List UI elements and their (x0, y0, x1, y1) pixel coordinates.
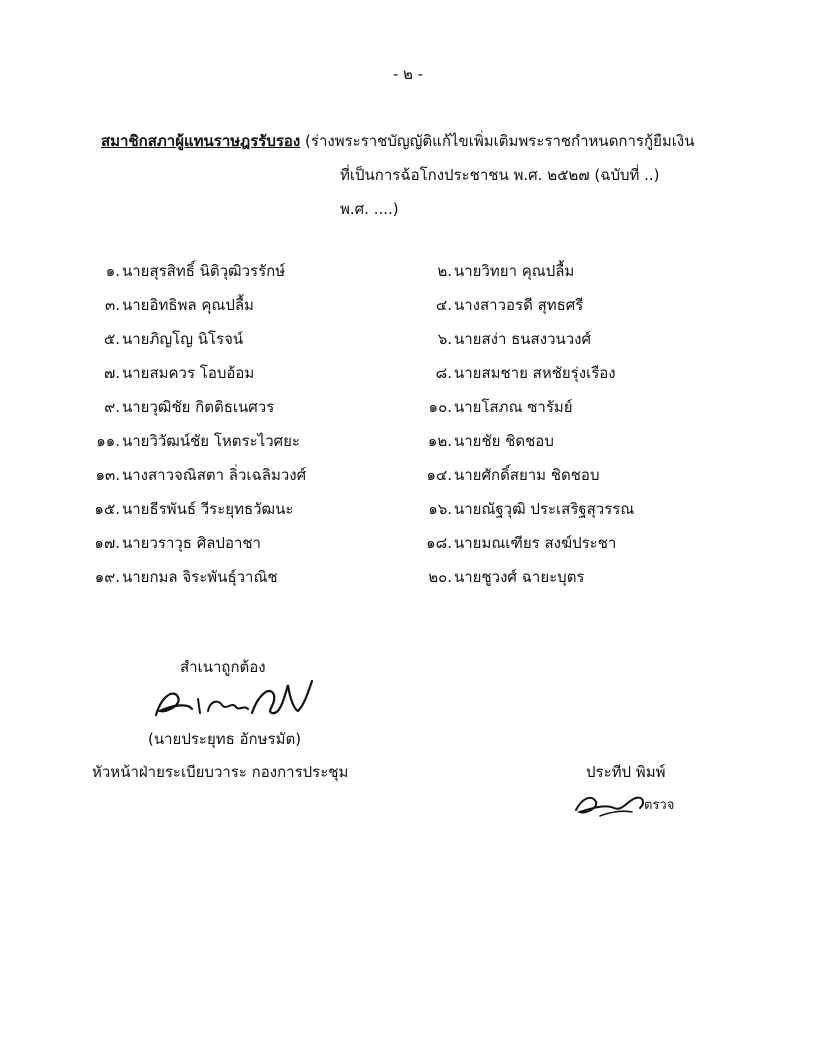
member-row (0, 258, 816, 292)
member-number: ๗. (103, 364, 120, 382)
document-heading (101, 124, 781, 226)
member-name: นางสาวอรดี สุทธศรี (454, 296, 584, 314)
member-number: ๑๓. (95, 466, 120, 484)
member-row (0, 496, 816, 530)
member-name: นายสุรสิทธิ์ นิติวุฒิวรรักษ์ (122, 262, 286, 280)
member-number: ๑๖. (428, 500, 452, 518)
member-entry (392, 360, 616, 386)
member-name: นายสง่า ธนสงวนวงศ์ (454, 330, 591, 348)
member-row (0, 326, 816, 360)
member-name: นายวราวุธ ศิลปอาชา (122, 534, 261, 552)
member-row (0, 292, 816, 326)
member-row (0, 360, 816, 394)
member-entry (60, 428, 300, 454)
member-name: นายวุฒิชัย กิตติธเนศวร (122, 398, 275, 416)
member-number: ๑๑. (96, 432, 120, 450)
checked-label: ตรวจ (644, 798, 675, 813)
member-list (0, 258, 816, 598)
heading-line-1: (ร่างพระราชบัญญัติแก้ไขเพิ่มเติมพระราชกำหนดการกู้ยืมเงิน (300, 132, 695, 150)
member-entry (392, 292, 583, 318)
member-name: นายภิญโญ นิโรจน์ (122, 330, 244, 348)
member-entry (60, 564, 278, 590)
member-entry (60, 258, 285, 284)
member-entry (60, 462, 306, 488)
signature-image (148, 675, 318, 725)
heading-lead: สมาชิกสภาผู้แทนราษฎรรับรอง (101, 132, 301, 150)
member-name: นายมณเฑียร สงฆ์ประชา (454, 534, 617, 552)
member-number: ๙. (104, 398, 120, 416)
member-number: ๑๕. (94, 500, 120, 518)
certification-label: สำเนาถูกต้อง (180, 658, 266, 676)
member-row (0, 462, 816, 496)
member-number: ๑๙. (94, 568, 120, 586)
member-entry (392, 258, 574, 284)
member-name: นายโสภณ ซารัมย์ (454, 398, 573, 416)
checker-initials (570, 782, 650, 822)
member-name: นายสมควร โอบอ้อม (122, 364, 255, 382)
member-name: นายชัย ชิดชอบ (454, 432, 554, 450)
member-entry (392, 496, 634, 522)
member-name: นายชูวงศ์ ฉายะบุตร (454, 568, 585, 586)
member-name: นายวิวัฒน์ชัย โหตระไวศยะ (122, 432, 300, 450)
member-entry (392, 530, 616, 556)
member-name: นายศักดิ์สยาม ชิดชอบ (454, 466, 600, 484)
member-name: นายสมชาย สหชัยรุ่งเรือง (454, 364, 616, 382)
member-name: นายอิทธิพล คุณปลื้ม (122, 296, 254, 314)
member-number: ๒๐. (428, 568, 452, 586)
member-number: ๑. (105, 262, 120, 280)
member-name: นางสาวจณิสตา ลิ่วเฉลิมวงศ์ (122, 466, 307, 484)
member-name: นายกมล จิระพันธุ์วาณิช (122, 568, 278, 586)
heading-line-3: พ.ศ. ....) (340, 200, 399, 218)
member-entry (392, 428, 554, 454)
member-number: ๓. (104, 296, 120, 314)
member-row (0, 530, 816, 564)
member-number: ๑๗. (94, 534, 120, 552)
member-number: ๒. (437, 262, 452, 280)
member-entry (60, 292, 254, 318)
member-name: นายณัฐวุฒิ ประเสริฐสุวรรณ (454, 500, 635, 518)
member-number: ๖. (437, 330, 452, 348)
member-number: ๑๐. (428, 398, 452, 416)
member-row (0, 428, 816, 462)
page-number: - ๒ - (392, 65, 424, 83)
heading-line-2: ที่เป็นการฉ้อโกงประชาชน พ.ศ. ๒๕๒๗ (ฉบับที่ ..) (340, 166, 660, 184)
member-number: ๕. (103, 330, 120, 348)
member-number: ๔. (435, 296, 452, 314)
typed-by: ประทีป พิมพ์ (586, 763, 666, 781)
member-entry (60, 496, 293, 522)
member-entry (60, 530, 261, 556)
member-entry (60, 394, 274, 420)
member-entry (60, 326, 243, 352)
member-entry (392, 462, 599, 488)
signer-name: (นายประยุทธ อักษรมัต) (148, 730, 302, 748)
member-number: ๑๒. (427, 432, 452, 450)
member-entry (392, 394, 573, 420)
member-name: นายวิทยา คุณปลื้ม (454, 262, 575, 280)
member-row (0, 394, 816, 428)
member-entry (392, 326, 591, 352)
member-number: ๑๘. (426, 534, 452, 552)
member-entry (60, 360, 254, 386)
member-name: นายธีรพันธ์ วีระยุทธวัฒนะ (122, 500, 294, 518)
member-number: ๑๔. (426, 466, 452, 484)
member-entry (392, 564, 585, 590)
signer-title: หัวหน้าฝ่ายระเบียบวาระ กองการประชุม (92, 763, 349, 781)
member-row (0, 564, 816, 598)
member-number: ๘. (435, 364, 452, 382)
